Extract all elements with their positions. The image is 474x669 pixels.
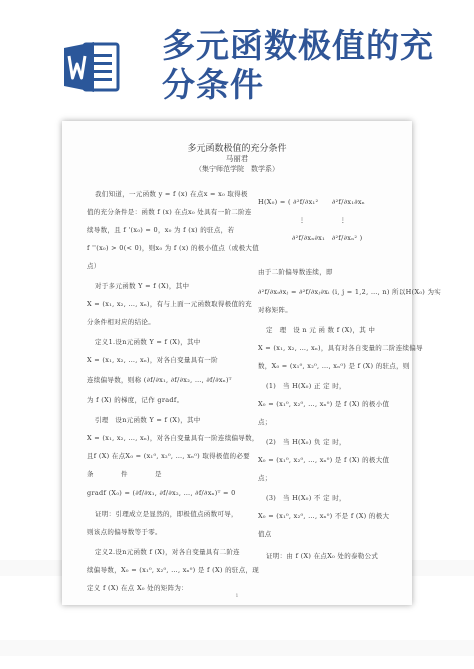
- text-line: (1) 当 H(X₀) 正 定 时，: [266, 382, 346, 390]
- text-line: 值的充分条件是：函数 f (x) 在点x₀ 处具有一阶二阶连: [87, 208, 252, 216]
- text-line: X₀ = (x₁⁰, x₂⁰, …, xₙ⁰) 不是 f (X) 的极大: [258, 512, 390, 520]
- watermark-band: [0, 640, 474, 656]
- text-line: 数，X₀ = (x₁⁰, x₂⁰, …, xₙ⁰) 是 f (X) 的驻点，则: [258, 362, 410, 370]
- paper-title: 多元函数极值的充分条件: [187, 144, 287, 154]
- text-line: 我们知道，一元函数 y = f (x) 在点x = x₀ 取得极: [95, 190, 248, 198]
- text-line: X = (x₁, x₂, …, xₙ)，对各自变量具有一阶: [87, 356, 218, 364]
- text-line: 条 件 是: [87, 470, 162, 478]
- text-line: f ''(x₀) > 0(< 0)，则x₀ 为 f (x) 的极小值点（或极大值: [87, 244, 260, 252]
- text-line: ∂²f/∂xᵢ∂xⱼ = ∂²f/∂xⱼ∂xᵢ (i, j = 1,2, …, n) 所以H(X₀) 为实: [258, 288, 442, 296]
- text-line: 值点: [258, 530, 272, 538]
- text-line: gradf (X₀) = (∂f/∂x₁, ∂f/∂x₂, …, ∂f/∂xₙ)ᵀ = 0: [87, 489, 236, 497]
- text-line: ⋮ ⋮: [258, 216, 347, 224]
- text-line: 分条件相对应的结论。: [87, 318, 155, 326]
- text-line: 定义2.设n元函数 f (X)，对各自变量具有二阶连: [95, 548, 240, 556]
- document-header: [0, 0, 474, 118]
- text-line: 定 理 设 n 元 函 数 f (X)，其 中: [266, 326, 376, 334]
- text-line: (2) 当 H(X₀) 负 定 时，: [266, 438, 346, 446]
- text-line: H(X₀) = ( ∂²f/∂x₁² ∂²f/∂x₁∂xₙ: [258, 198, 365, 206]
- text-line: ∂²f/∂xₙ∂x₁ ∂²f/∂xₙ² ): [258, 234, 363, 242]
- text-line: 定义 f (X) 在点 X₀ 处的矩阵为：: [87, 584, 188, 592]
- text-line: 证明：由 f (X) 在点X₀ 处的泰勒公式: [266, 552, 379, 560]
- text-line: 点）: [87, 262, 101, 270]
- text-line: 点；: [258, 474, 272, 482]
- text-line: 引理 设n元函数 Y = f (X)，其中: [95, 416, 201, 424]
- text-line: 对称矩阵。: [258, 306, 292, 314]
- text-line: X₀ = (x₁⁰, x₂⁰, …, xₙ⁰) 是 f (X) 的极小值: [258, 400, 390, 408]
- document-page-preview[interactable]: [62, 121, 442, 605]
- text-line: 点；: [258, 418, 272, 426]
- text-line: 定义1.设n元函数 Y = f (X)，其中: [95, 338, 201, 346]
- text-line: 连续偏导数，则称 (∂f/∂x₁, ∂f/∂x₂, …, ∂f/∂xₙ)ᵀ: [87, 376, 232, 384]
- paper-affiliation: （集宁师范学院 数学系）: [195, 165, 279, 173]
- text-line: X = (x₁, x₂, …, xₙ)，有与上面一元函数取得极值的充: [87, 300, 252, 308]
- text-line: 则该点的偏导数等于零。: [87, 528, 162, 536]
- text-line: 由于二阶偏导数连续，即: [258, 268, 333, 276]
- text-line: 为 f (X) 的梯度，记作 gradf。: [87, 396, 184, 404]
- text-line: X = (x₁, x₂, …, xₙ)，具有对各自变量的二阶连续偏导: [258, 344, 423, 352]
- paper-author: 马丽君: [225, 154, 249, 163]
- text-line: 续偏导数，X₀ = (x₁⁰, x₂⁰, …, xₙ⁰) 是 f (X) 的驻点，现: [87, 566, 260, 574]
- text-line: (3) 当 H(X₀) 不 定 时，: [266, 494, 346, 502]
- word-document-icon: [62, 38, 122, 96]
- text-line: 证明：引理成立是显然的，即极值点函数可导，: [95, 510, 238, 518]
- text-line: X = (x₁, x₂, …, xₙ)，对各自变量具有一阶连续偏导数，: [87, 434, 259, 442]
- page-number: 1: [235, 593, 239, 599]
- text-line: 且f (X) 在点X₀ = (x₁⁰, x₂⁰, …, xₙ⁰) 取得极值的必要: [87, 452, 250, 460]
- text-line: 续导数，且 f '(x₀) = 0，x₀ 为 f (x) 的驻点，若: [87, 226, 235, 234]
- text-line: X₀ = (x₁⁰, x₂⁰, …, xₙ⁰) 是 f (X) 的极大值: [258, 456, 390, 464]
- document-title: 多元函数极值的充分条件: [162, 26, 434, 104]
- text-line: 对于多元函数 Y = f (X)，其中: [95, 282, 190, 290]
